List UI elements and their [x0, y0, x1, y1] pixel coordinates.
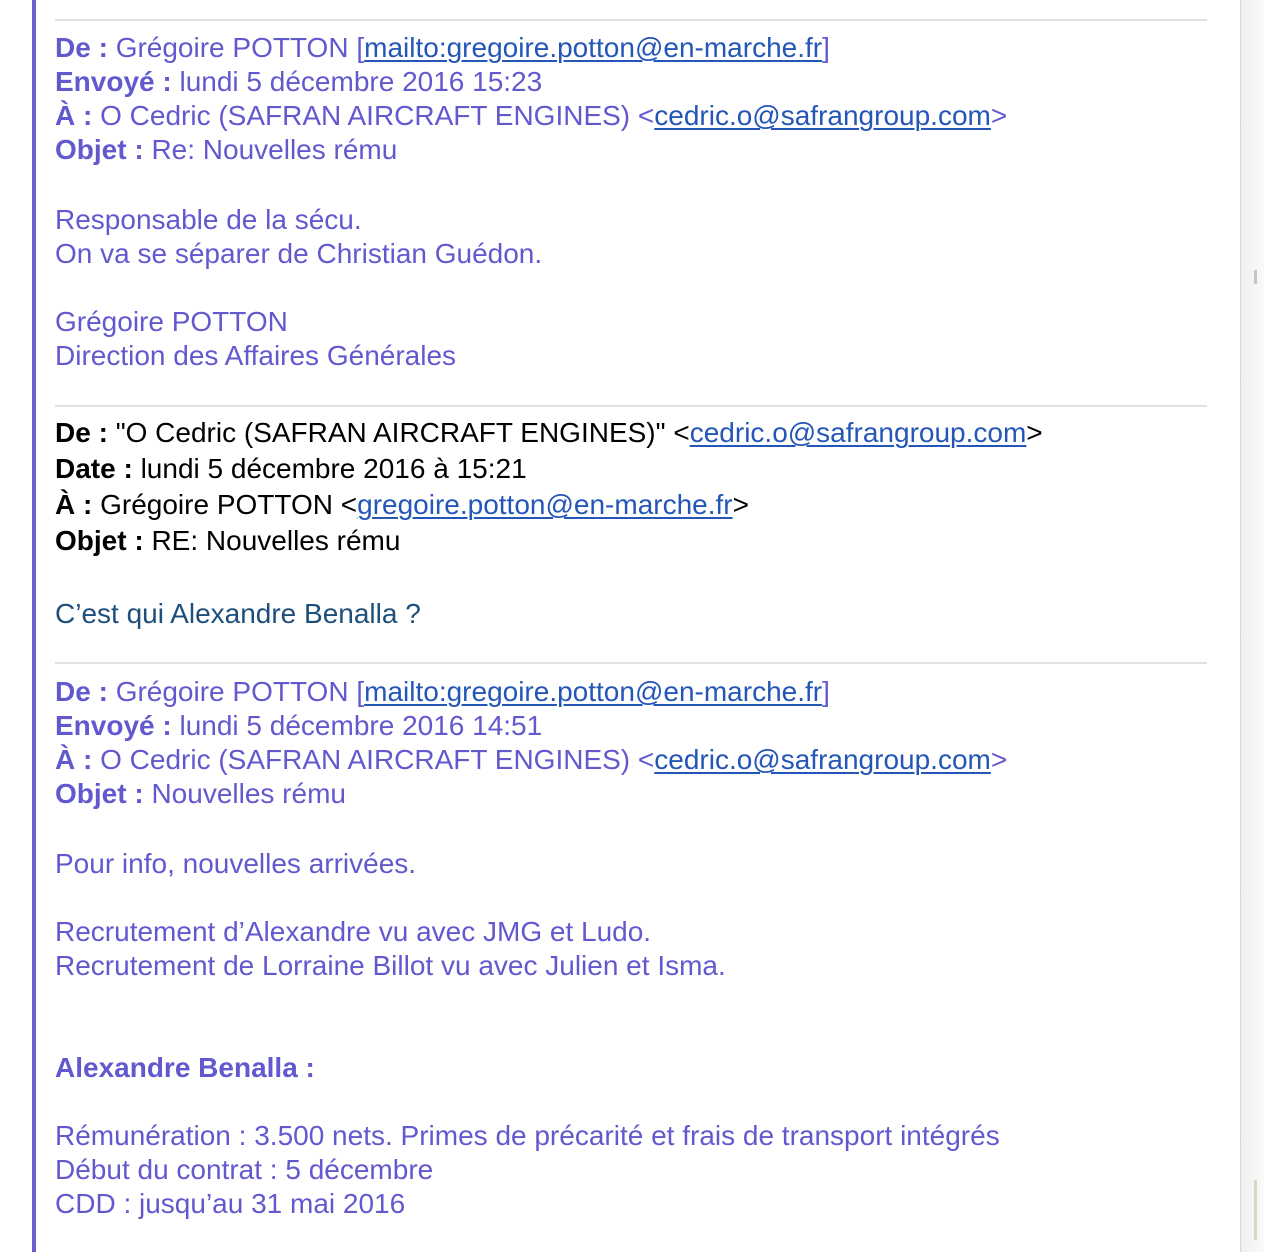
- angle-close: >: [1026, 417, 1043, 448]
- bracket-open: [: [356, 32, 365, 63]
- email1-from-line: [55, 31, 830, 65]
- email3-body-line: Recrutement de Lorraine Billot vu avec Julien et Isma.: [55, 950, 726, 981]
- email3-body-line: Recrutement d’Alexandre vu avec JMG et Ludo.: [55, 916, 652, 947]
- angle-open: <: [637, 100, 655, 131]
- angle-open: <: [340, 489, 358, 520]
- email3-from-line: [55, 675, 830, 709]
- email2-to-line: [55, 488, 749, 522]
- email-link[interactable]: cedric.o@safrangroup.com: [654, 744, 991, 775]
- from-label: De :: [55, 676, 108, 707]
- angle-open: <: [637, 744, 655, 775]
- email1-sent-line: [55, 65, 542, 99]
- email3-body-line: Pour info, nouvelles arrivées.: [55, 848, 417, 879]
- subject-value: RE: Nouvelles rému: [151, 525, 401, 556]
- email2-body-line: C’est qui Alexandre Benalla ?: [55, 598, 421, 629]
- scroll-edge-mark: [1254, 270, 1257, 284]
- bracket-close: ]: [822, 32, 830, 63]
- sent-value: lundi 5 décembre 2016 15:23: [179, 66, 543, 97]
- email-link[interactable]: cedric.o@safrangroup.com: [654, 100, 991, 131]
- to-name: O Cedric (SAFRAN AIRCRAFT ENGINES): [100, 100, 631, 131]
- detail-line: CDD : jusqu’au 31 mai 2016: [55, 1188, 406, 1219]
- email1-body-line: On va se séparer de Christian Guédon.: [55, 238, 543, 269]
- from-name: "O Cedric (SAFRAN AIRCRAFT ENGINES)": [115, 417, 666, 448]
- detail-line: Rémunération : 3.500 nets. Primes de précarité et frais de transport intégrés: [55, 1120, 1000, 1151]
- header-separator: [55, 19, 1207, 21]
- to-name: Grégoire POTTON: [100, 489, 333, 520]
- email1-body-line: Responsable de la sécu.: [55, 204, 362, 235]
- email2-date-line: [55, 452, 527, 486]
- date-value: lundi 5 décembre 2016 à 15:21: [140, 453, 527, 484]
- to-label: À :: [55, 744, 93, 775]
- email3-subject-line: [55, 777, 346, 811]
- mailto-link[interactable]: mailto:gregoire.potton@en-marche.fr: [364, 676, 823, 707]
- from-label: De :: [55, 417, 108, 448]
- subject-value: Nouvelles rému: [151, 778, 346, 809]
- from-label: De :: [55, 32, 108, 63]
- mailto-link[interactable]: mailto:gregoire.potton@en-marche.fr: [364, 32, 823, 63]
- bracket-close: ]: [822, 676, 830, 707]
- signature-name: Grégoire POTTON: [55, 306, 288, 337]
- section-heading: Alexandre Benalla :: [55, 1052, 315, 1083]
- bracket-open: [: [356, 676, 365, 707]
- angle-close: >: [990, 100, 1008, 131]
- window-right-edge: [1240, 0, 1264, 1252]
- from-name: Grégoire POTTON: [115, 32, 349, 63]
- angle-open: <: [673, 417, 690, 448]
- email-link[interactable]: cedric.o@safrangroup.com: [689, 417, 1027, 448]
- signature-title: Direction des Affaires Générales: [55, 340, 457, 371]
- email3-sent-line: [55, 709, 542, 743]
- subject-label: Objet :: [55, 525, 144, 556]
- email2-subject-line: [55, 524, 400, 558]
- to-label: À :: [55, 100, 93, 131]
- sent-label: Envoyé :: [55, 66, 172, 97]
- subject-label: Objet :: [55, 134, 144, 165]
- sent-value: lundi 5 décembre 2016 14:51: [179, 710, 543, 741]
- angle-close: >: [990, 744, 1008, 775]
- subject-value: Re: Nouvelles rému: [151, 134, 398, 165]
- to-label: À :: [55, 489, 93, 520]
- detail-line: Début du contrat : 5 décembre: [55, 1154, 434, 1185]
- date-label: Date :: [55, 453, 133, 484]
- header-separator: [55, 405, 1207, 407]
- email1-subject-line: [55, 133, 397, 167]
- quote-bar: [32, 0, 36, 1252]
- email2-from-line: [55, 416, 1043, 450]
- email3-to-line: [55, 743, 1007, 777]
- header-separator: [55, 662, 1207, 664]
- scroll-edge-mark-bottom: [1254, 1180, 1257, 1240]
- email1-to-line: [55, 99, 1007, 133]
- to-name: O Cedric (SAFRAN AIRCRAFT ENGINES): [100, 744, 631, 775]
- email-link[interactable]: gregoire.potton@en-marche.fr: [357, 489, 733, 520]
- angle-close: >: [732, 489, 749, 520]
- from-name: Grégoire POTTON: [115, 676, 349, 707]
- sent-label: Envoyé :: [55, 710, 172, 741]
- subject-label: Objet :: [55, 778, 144, 809]
